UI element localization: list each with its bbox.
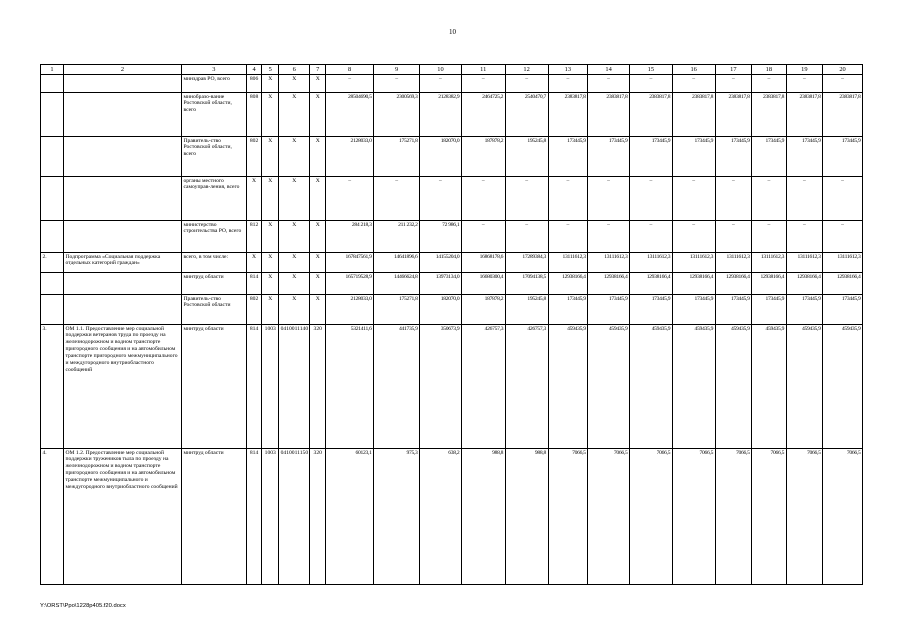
table-cell: – [374,75,420,93]
table-cell: 808 [246,93,262,137]
table-cell: 441735,9 [374,325,420,449]
table-cell: – [786,75,823,93]
table-cell: 459435,9 [548,325,588,449]
table-row [41,75,863,93]
column-header-7: 7 [310,65,326,75]
table-cell: министерство строительства РО, всего [181,221,246,253]
table-row [41,137,863,177]
table-cell [41,273,64,295]
table-cell: 13111612,3 [629,253,672,273]
table-cell: – [715,221,752,253]
table-cell: минздрав РО, всего [181,75,246,93]
table-cell: Х [279,177,310,221]
table-cell: 12938166,4 [672,273,715,295]
table-cell: 13111612,3 [823,253,863,273]
table-row [41,93,863,137]
table-cell: 1003 [262,449,279,585]
table-cell: 7066,5 [786,449,823,585]
table-cell: 173445,9 [548,295,588,325]
table-cell: 60123,1 [326,449,374,585]
table-cell: 284 218,3 [326,221,374,253]
table-body [41,75,863,585]
table-cell: 0410011140 [279,325,310,449]
table-cell: 814 [246,273,262,295]
table-cell: 182070,0 [420,137,462,177]
column-header-6: 6 [279,65,310,75]
column-header-2: 2 [63,65,181,75]
table-cell: Х [262,177,279,221]
table-cell: – [420,177,462,221]
table-cell: 13111612,3 [752,253,786,273]
table-cell: 459435,9 [823,325,863,449]
table-cell: Х [246,177,262,221]
table-cell: 320 [310,325,326,449]
table-cell: – [823,75,863,93]
table-cell: Х [310,273,326,295]
table-row [41,253,863,273]
table-cell: 7066,5 [548,449,588,585]
table-row [41,273,863,295]
table-cell: 28504690,5 [326,93,374,137]
table-cell [63,221,181,253]
table-cell: 4. [41,449,64,585]
table-cell: – [823,177,863,221]
page-number: 10 [449,28,456,36]
column-header-20: 20 [823,65,863,75]
table-cell: 806 [246,75,262,93]
table-cell: 211 232,2 [374,221,420,253]
table-cell: 2128382,9 [420,93,462,137]
table-cell: 173445,9 [752,137,786,177]
table-cell: 1003 [262,325,279,449]
table-cell: 16868178,6 [461,253,505,273]
table-cell: 17094138,5 [505,273,548,295]
table-cell: 2300569,3 [374,93,420,137]
table-cell: 814 [246,325,262,449]
table-cell: 17289384,3 [505,253,548,273]
column-header-9: 9 [374,65,420,75]
table-cell: 426757,3 [461,325,505,449]
table-cell: – [752,75,786,93]
table-cell: ОМ 1.2. Предоставление мер социальной поддержки тружеников тыла по проезду на железнодорожном и водном транспорте пригородного сообщения и на автомобильном транспорте межмуниципального и междугородного внутриобластного сообщений [63,449,181,585]
file-path-footer: Y:\ORST\Ppo\1228p405.f20.docx [40,603,126,609]
table-cell [63,273,181,295]
table-cell: 350673,9 [420,325,462,449]
table-cell: Х [310,75,326,93]
table-cell: 173445,9 [672,295,715,325]
table-cell: 7066,5 [823,449,863,585]
table-cell: 14155204,0 [420,253,462,273]
table-cell: 13111612,3 [786,253,823,273]
table-cell: Х [310,93,326,137]
table-cell: Х [279,137,310,177]
column-header-17: 17 [715,65,752,75]
table-cell [41,177,64,221]
table-cell: 173445,9 [548,137,588,177]
table-cell: Х [262,137,279,177]
table-cell: 2128033,0 [326,137,374,177]
table-cell: 195245,8 [505,137,548,177]
table-cell: 173445,9 [588,295,630,325]
table-cell: – [715,75,752,93]
column-header-14: 14 [588,65,630,75]
table-cell: 13111612,3 [548,253,588,273]
table-cell: 2464725,2 [461,93,505,137]
table-cell: – [672,75,715,93]
table-row [41,449,863,585]
table-cell: Х [279,273,310,295]
table-cell: 12938166,4 [548,273,588,295]
table-cell: Х [262,295,279,325]
table-cell: Х [310,295,326,325]
table-cell: 2383817,8 [548,93,588,137]
table-cell: Х [262,221,279,253]
table-cell: 988,8 [461,449,505,585]
table-cell: Правитель-ство Ростовской области, всего [181,137,246,177]
table-cell: 5321411,6 [326,325,374,449]
table-cell: 173445,9 [823,137,863,177]
table-cell: 173445,9 [786,137,823,177]
table-cell: – [326,177,374,221]
table-cell: 13111612,3 [672,253,715,273]
table-cell: – [420,75,462,93]
table-cell [41,221,64,253]
table-cell: 173445,9 [823,295,863,325]
table-cell: 0410011150 [279,449,310,585]
table-cell: 175271,8 [374,295,420,325]
table-cell: 187878,2 [461,295,505,325]
table-row [41,177,863,221]
table-cell: 7066,5 [588,449,630,585]
table-cell: 173445,9 [715,137,752,177]
table-cell: 14466624,8 [374,273,420,295]
table-cell: минобразо-вание Ростовской области, всего [181,93,246,137]
table-cell [63,75,181,93]
table-cell: Х [262,273,279,295]
table-cell: 13111612,3 [715,253,752,273]
budget-table [40,64,863,585]
table-cell [63,295,181,325]
table-cell: 12938166,4 [786,273,823,295]
column-header-13: 13 [548,65,588,75]
table-cell: 187878,2 [461,137,505,177]
table-cell: 175271,8 [374,137,420,177]
table-cell: 459435,9 [672,325,715,449]
table-cell: 638,2 [420,449,462,585]
table-cell: – [326,75,374,93]
table-cell: 814 [246,449,262,585]
table-cell: 13111612,3 [588,253,630,273]
table-cell: 12938166,4 [588,273,630,295]
table-cell: 12938166,4 [752,273,786,295]
table-cell: 459435,9 [715,325,752,449]
table-cell: – [752,177,786,221]
table-cell: Х [262,253,279,273]
table-cell [41,75,64,93]
table-cell: 459435,9 [752,325,786,449]
table-cell: 7066,5 [672,449,715,585]
table-cell: Х [310,221,326,253]
table-cell: 812 [246,221,262,253]
table-cell: 12938166,4 [629,273,672,295]
table-cell: 320 [310,449,326,585]
table-cell: 173445,9 [715,295,752,325]
table-cell: Х [310,177,326,221]
table-cell: ОМ 1.1. Предоставление мер социальной поддержки ветеранов труда по проезду на железнодорожном и водном транспорте пригородного сообщения и на автомобильном транспорте пригородного межмуниципального и междугородного внутриобластного сообщений [63,325,181,449]
table-cell: 7066,5 [715,449,752,585]
table-cell: 2. [41,253,64,273]
table-cell: 2383817,8 [588,93,630,137]
table-cell: 802 [246,137,262,177]
table-cell: 7066,5 [629,449,672,585]
table-cell: 3. [41,325,64,449]
table-cell: 2128033,0 [326,295,374,325]
table-cell: Х [246,253,262,273]
table-cell: 2383817,8 [823,93,863,137]
table-cell [41,137,64,177]
table-cell: Х [310,137,326,177]
column-header-15: 15 [629,65,672,75]
table-cell: 459435,9 [786,325,823,449]
table-cell: 7066,5 [752,449,786,585]
table-cell: – [548,177,588,221]
column-header-4: 4 [246,65,262,75]
column-header-1: 1 [41,65,64,75]
table-cell: 173445,9 [629,137,672,177]
column-header-10: 10 [420,65,462,75]
table-cell [63,93,181,137]
table-cell: Х [279,221,310,253]
table-cell: – [588,75,630,93]
table-cell: – [505,177,548,221]
table-cell [41,93,64,137]
table-cell: органы местного самоуправ-ления, всего [181,177,246,221]
table-cell: – [548,221,588,253]
table-cell: – [588,177,630,221]
table-cell: Х [279,93,310,137]
table-cell: Правитель-ство Ростовской области [181,295,246,325]
table-row [41,221,863,253]
column-header-18: 18 [752,65,786,75]
table-cell: 173445,9 [588,137,630,177]
table-cell: 2383817,8 [752,93,786,137]
table-cell: 13973134,0 [420,273,462,295]
table-cell: – [374,177,420,221]
table-cell: всего, в том числе: [181,253,246,273]
table-cell: – [548,75,588,93]
table-cell: Х [262,93,279,137]
table-cell: 195245,8 [505,295,548,325]
table-cell [63,177,181,221]
table-cell: 173445,9 [786,295,823,325]
table-cell [41,295,64,325]
table-cell: 988,8 [505,449,548,585]
table-cell: минтруд области [181,325,246,449]
column-header-19: 19 [786,65,823,75]
table-cell: 173445,9 [672,137,715,177]
column-header-16: 16 [672,65,715,75]
column-header-8: 8 [326,65,374,75]
table-cell: Х [279,253,310,273]
table-cell: Х [262,75,279,93]
table-cell: 2540470,7 [505,93,548,137]
table-row [41,325,863,449]
table-cell: – [715,177,752,221]
table-cell: 12938166,4 [823,273,863,295]
column-number-row [41,65,863,75]
table-cell: – [672,177,715,221]
table-cell: – [461,75,505,93]
table-cell: – [672,221,715,253]
table-cell: – [629,75,672,93]
table-cell: 173445,9 [752,295,786,325]
table-cell: – [786,221,823,253]
table-cell: Х [279,295,310,325]
column-header-5: 5 [262,65,279,75]
table-cell: 16680300,4 [461,273,505,295]
table-cell: – [588,221,630,253]
table-cell: 2383817,8 [672,93,715,137]
table-cell: Подпрограмма «Социальная поддержка отдельных категорий граждан» [63,253,181,273]
table-row [41,295,863,325]
table-cell: Х [279,75,310,93]
table-cell: – [786,177,823,221]
column-header-12: 12 [505,65,548,75]
table-cell: – [505,75,548,93]
table-cell: – [752,221,786,253]
table-cell: 2383817,8 [629,93,672,137]
table-cell: – [629,177,672,221]
table-cell: – [629,221,672,253]
table-cell: 72 986,1 [420,221,462,253]
table-cell: 12938166,4 [715,273,752,295]
table-cell: 459435,9 [588,325,630,449]
table-cell: 459435,9 [629,325,672,449]
table-cell: 167847561,9 [326,253,374,273]
table-cell: 426757,3 [505,325,548,449]
table-cell [63,137,181,177]
table-cell: минтруд области [181,449,246,585]
column-header-11: 11 [461,65,505,75]
table-cell: – [461,221,505,253]
table-cell: 2383817,8 [786,93,823,137]
table-cell: 173445,9 [629,295,672,325]
table-cell: 2383817,8 [715,93,752,137]
table-cell: 14641896,6 [374,253,420,273]
table-cell: 975,3 [374,449,420,585]
table-cell: 165719528,9 [326,273,374,295]
column-header-3: 3 [181,65,246,75]
table-cell: – [461,177,505,221]
table-cell: – [505,221,548,253]
table-cell: 802 [246,295,262,325]
table-cell: Х [310,253,326,273]
table-cell: 182070,0 [420,295,462,325]
table-cell: минтруд области [181,273,246,295]
table-cell: – [823,221,863,253]
